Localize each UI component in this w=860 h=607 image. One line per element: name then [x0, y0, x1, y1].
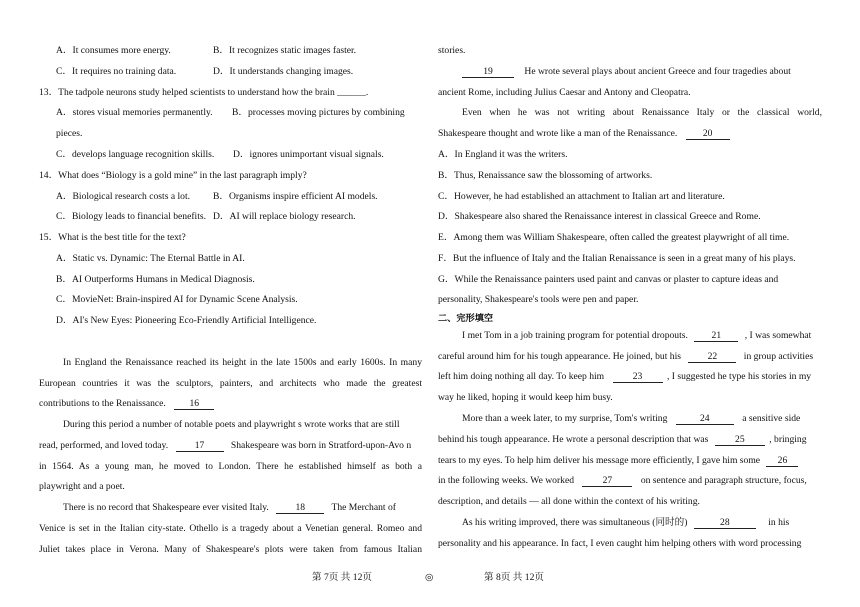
passage-text: He wrote several plays about ancient Greece and four tragedies about [524, 66, 791, 77]
passage-text: in group activities [743, 351, 814, 362]
passage-p2-line3: in 1564. As a young man, he moved to London. There he established himself as both a [39, 461, 422, 472]
q14-option-b: B．Organisms inspire efficient AI models. [213, 191, 378, 202]
option-b: B．Thus, Renaissance saw the blossoming of artworks. [438, 170, 653, 181]
cloze-line-28 [462, 517, 789, 529]
page-number-right: 第 8页 共 12页 [484, 572, 544, 583]
cloze-line-25 [438, 434, 807, 446]
cloze-line-22 [438, 351, 813, 363]
q13-option-d: D．ignores unimportant visual signals. [233, 149, 384, 160]
blank-17[interactable]: 17 [176, 441, 224, 452]
passage-text: Shakespeare was born in Stratford-upon-Avo n [230, 440, 412, 451]
passage-text: As his writing improved, there was simultaneous (同时的) [462, 517, 688, 528]
q14-stem: 14．What does “Biology is a gold mine” in the last paragraph imply? [39, 170, 307, 181]
blank-25[interactable]: 25 [715, 435, 765, 446]
q15-option-b: B．AI Outperforms Humans in Medical Diagnosis. [56, 274, 255, 285]
passage-p1-line2: European countries it was the sculptors, painters, and architects who made the greatest [39, 378, 422, 389]
cloze-line-24 [462, 413, 800, 425]
option-g: G．While the Renaissance painters used paint and canvas or plaster to capture ideas and [438, 274, 779, 285]
passage-continued: stories. [438, 45, 466, 56]
q15-stem: 15．What is the best title for the text? [39, 232, 186, 243]
option-c: C．However, he had established an attachment to Italian art and literature. [438, 191, 725, 202]
q15-option-d: D．AI's New Eyes: Pioneering Eco-Friendly Artificial Intelligence. [56, 315, 317, 326]
passage-line: ancient Rome, including Julius Caesar and Antony and Cleopatra. [438, 87, 691, 98]
q13-option-b-cont: pieces. [56, 128, 83, 139]
passage-text: in his [768, 517, 790, 528]
blank-26[interactable]: 26 [766, 456, 798, 467]
blank-18[interactable]: 18 [276, 503, 324, 514]
passage-text: contributions to the Renaissance. [39, 398, 166, 409]
passage-p3-line2: Venice is set in the Italian city-state. Othello is a tragedy about a Venetian general. Romeo and [39, 523, 422, 534]
q14-option-a: A．Biological research costs a lot. [56, 191, 191, 202]
option-d: D．Shakespeare also shared the Renaissance interest in classical Greece and Rome. [438, 211, 761, 222]
q12-option-a: A．It consumes more energy. [56, 45, 171, 56]
passage-text: The Merchant of [331, 502, 396, 513]
option-a: A．In England it was the writers. [438, 149, 568, 160]
passage-p3-line1 [63, 502, 396, 514]
q15-option-a: A．Static vs. Dynamic: The Eternal Battle in AI. [56, 253, 245, 264]
q12-option-d: D．It understands changing images. [213, 66, 354, 77]
cloze-line-26 [438, 455, 798, 467]
passage-p2-line1: During this period a number of notable poets and playwright s wrote works that are still [63, 419, 400, 430]
cloze-line-21 [462, 330, 811, 342]
q13-option-b: B．processes moving pictures by combining [232, 107, 405, 118]
passage-line-20 [438, 128, 730, 140]
passage-text: on sentence and paragraph structure, focus, [640, 475, 807, 486]
passage-text: , I was somewhat [744, 330, 812, 341]
cloze-line-27 [438, 475, 807, 487]
section-heading: 二、完形填空 [438, 313, 494, 324]
center-mark-icon: ◎ [425, 572, 434, 583]
passage-p2-line4: playwright and a poet. [39, 481, 125, 492]
passage-p1-line3 [39, 398, 214, 410]
passage-text: More than a week later, to my surprise, Tom's writing [462, 413, 668, 424]
passage-text: a sensitive side [742, 413, 801, 424]
q14-option-d: D．AI will replace biology research. [213, 211, 356, 222]
q12-option-c: C．It requires no training data. [56, 66, 177, 77]
passage-text: tears to my eyes. To help him deliver his message more efficiently, I gave him some [438, 455, 761, 466]
q15-option-c: C．MovieNet: Brain-inspired AI for Dynamic Scene Analysis. [56, 294, 298, 305]
option-e: E．Among them was William Shakespeare, often called the greatest playwright of all time. [438, 232, 790, 243]
passage-text: careful around him for his tough appearance. He joined, but his [438, 351, 681, 362]
q13-option-a: A．stores visual memories permanently. [56, 107, 213, 118]
q13-option-c: C．develops language recognition skills. [56, 149, 215, 160]
passage-text: read, performed, and loved today. [39, 440, 169, 451]
cloze-line-23 [438, 371, 811, 383]
blank-23[interactable]: 23 [613, 372, 663, 383]
q13-stem: 13．The tadpole neurons study helped scientists to understand how the brain ______. [39, 87, 369, 98]
blank-19[interactable]: 19 [462, 67, 514, 78]
cloze-line: description, and details — all done within the context of his writing. [438, 496, 700, 507]
passage-p3-line3: Juliet takes place in Verona. Many of Shakespeare's plots were taken from famous Italian [39, 544, 422, 555]
passage-text: in the following weeks. We worked [438, 475, 574, 486]
option-g-cont: personality, Shakespeare's tools were pen and paper. [438, 294, 639, 305]
passage-text: There is no record that Shakespeare ever visited Italy. [63, 502, 269, 513]
passage-text: Shakespeare thought and wrote like a man of the Renaissance. [438, 128, 678, 139]
blank-22[interactable]: 22 [688, 352, 736, 363]
passage-line: Even when he was not writing about Renaissance Italy or the classical world, [462, 107, 822, 118]
cloze-line: way he liked, hoping it would keep him busy. [438, 392, 613, 403]
page-number-left: 第 7页 共 12页 [312, 572, 372, 583]
passage-text: left him doing nothing all day. To keep him [438, 371, 605, 382]
q14-option-c: C．Biology leads to financial benefits. [56, 211, 207, 222]
passage-text: , bringing [769, 434, 807, 445]
passage-text: behind his tough appearance. He wrote a personal description that was [438, 434, 709, 445]
blank-24[interactable]: 24 [676, 414, 734, 425]
passage-text: , I suggested he type his stories in my [666, 371, 812, 382]
blank-21[interactable]: 21 [694, 331, 738, 342]
q12-option-b: B．It recognizes static images faster. [213, 45, 357, 56]
cloze-line: personality and his appearance. In fact, I even caught him helping others with word processing [438, 538, 802, 549]
blank-28[interactable]: 28 [694, 518, 756, 529]
passage-p2-line2 [39, 440, 411, 452]
blank-20[interactable]: 20 [686, 129, 730, 140]
blank-27[interactable]: 27 [582, 476, 632, 487]
blank-16[interactable]: 16 [174, 399, 214, 410]
option-f: F．But the influence of Italy and the Italian Renaissance is seen in a great many of his plays. [438, 253, 796, 264]
passage-p1-line1: In England the Renaissance reached its height in the late 1500s and early 1600s. In many [63, 357, 422, 368]
passage-line-19 [462, 66, 791, 78]
passage-text: I met Tom in a job training program for potential dropouts. [462, 330, 688, 341]
